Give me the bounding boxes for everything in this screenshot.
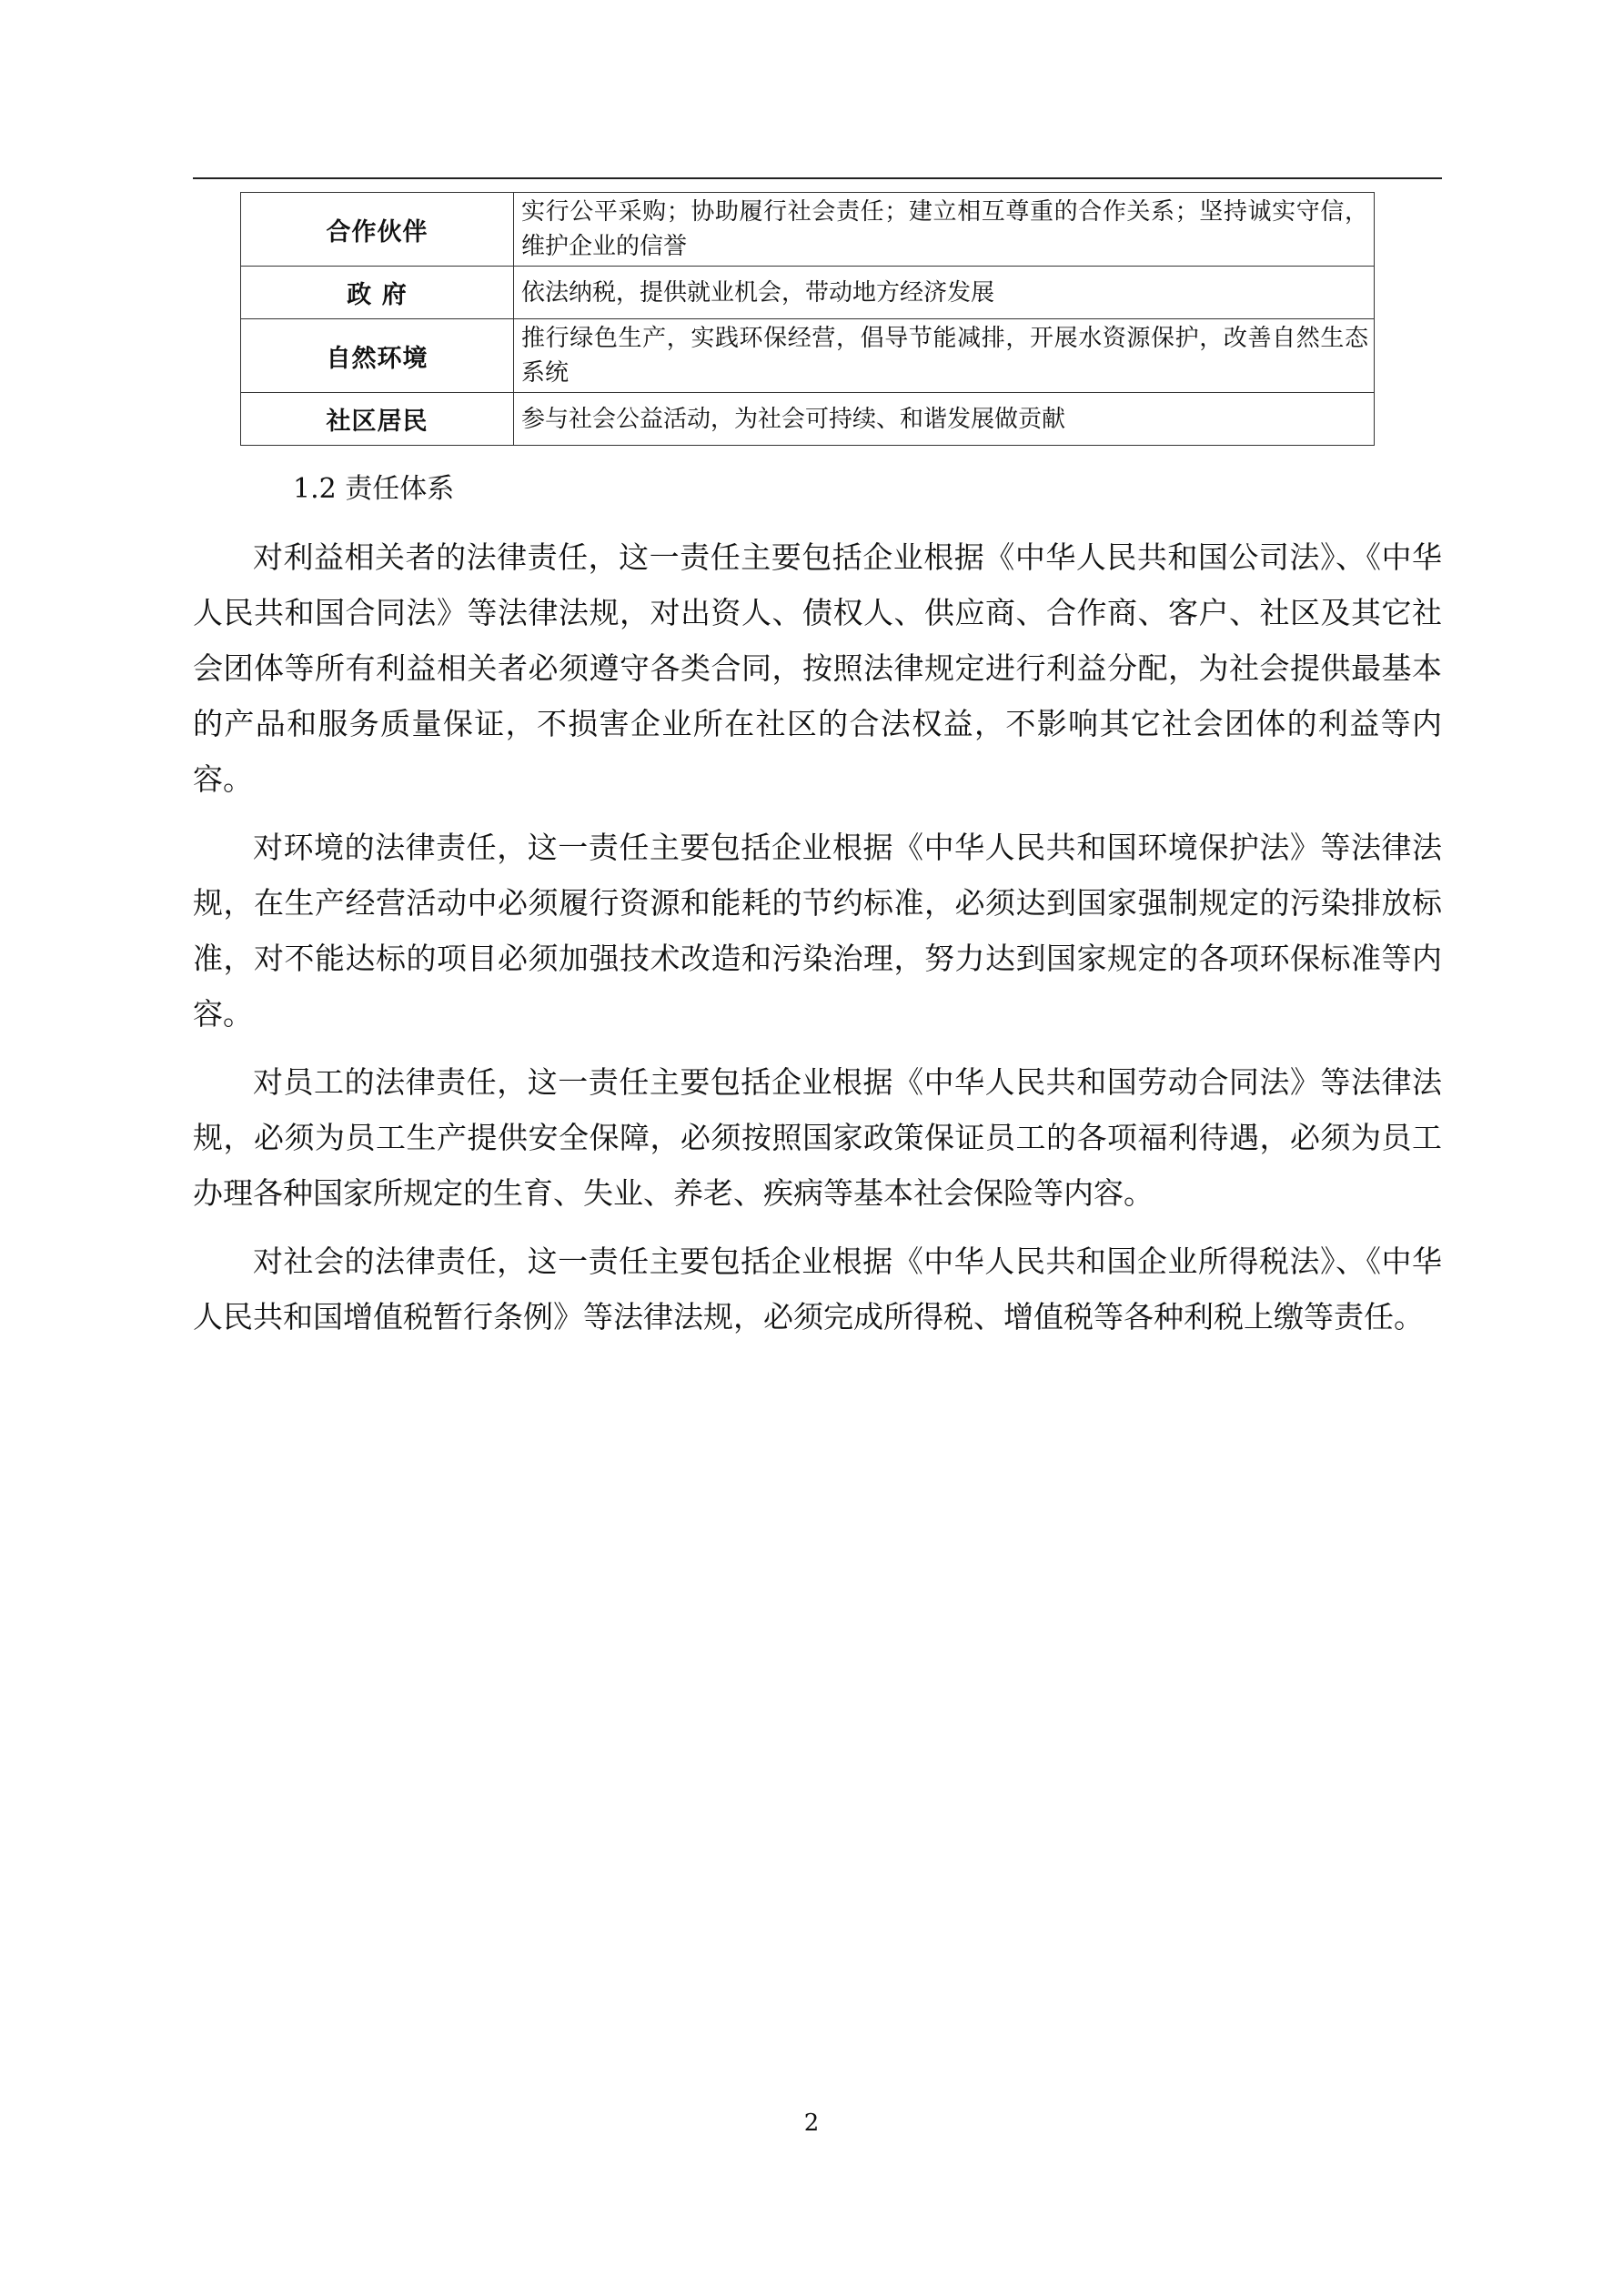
stakeholder-description: 实行公平采购；协助履行社会责任；建立相互尊重的合作关系；坚持诚实守信，维护企业的信誉	[514, 193, 1375, 267]
paragraph-society-liability: 对社会的法律责任，这一责任主要包括企业根据《中华人民共和国企业所得税法》、《中华人民共和国增值税暂行条例》等法律法规，必须完成所得税、增值税等各种利税上缴等责任。	[193, 1244, 1442, 1334]
paragraph-stakeholder-liability: 对利益相关者的法律责任，这一责任主要包括企业根据《中华人民共和国公司法》、《中华人民共和国合同法》等法律法规，对出资人、债权人、供应商、合作商、客户、社区及其它社会团体等所有利益相关者必须遵守各类合同，按照法律规定进行利益分配，为社会提供最基本的产品和服务质量保证，不损害企业所在社区的合法权益，不影响其它社会团体的利益等内容。	[193, 539, 1442, 797]
stakeholder-table	[240, 192, 1375, 446]
table-row	[241, 319, 1375, 393]
section-heading: 1.2 责任体系	[293, 473, 455, 505]
table-row	[241, 267, 1375, 319]
stakeholder-name: 政 府	[241, 267, 514, 319]
stakeholder-description: 依法纳税，提供就业机会，带动地方经济发展	[514, 267, 1375, 319]
stakeholder-description: 参与社会公益活动，为社会可持续、和谐发展做贡献	[514, 393, 1375, 446]
page-number: 2	[803, 2110, 820, 2137]
stakeholder-name: 自然环境	[241, 319, 514, 393]
paragraph-employee-liability: 对员工的法律责任，这一责任主要包括企业根据《中华人民共和国劳动合同法》等法律法规，必须为员工生产提供安全保障，必须按照国家政策保证员工的各项福利待遇，必须为员工办理各种国家所规定的生育、失业、养老、疾病等基本社会保险等内容。	[193, 1064, 1442, 1211]
stakeholder-description: 推行绿色生产，实践环保经营，倡导节能减排，开展水资源保护，改善自然生态系统	[514, 319, 1375, 393]
paragraph-environment-liability: 对环境的法律责任，这一责任主要包括企业根据《中华人民共和国环境保护法》等法律法规，在生产经营活动中必须履行资源和能耗的节约标准，必须达到国家强制规定的污染排放标准，对不能达标的项目必须加强技术改造和污染治理，努力达到国家规定的各项环保标准等内容。	[193, 830, 1442, 1032]
stakeholder-name: 社区居民	[241, 393, 514, 446]
header-rule	[193, 177, 1442, 179]
table-row	[241, 193, 1375, 267]
stakeholder-name: 合作伙伴	[241, 193, 514, 267]
table-row	[241, 393, 1375, 446]
body-text	[193, 529, 1442, 1357]
